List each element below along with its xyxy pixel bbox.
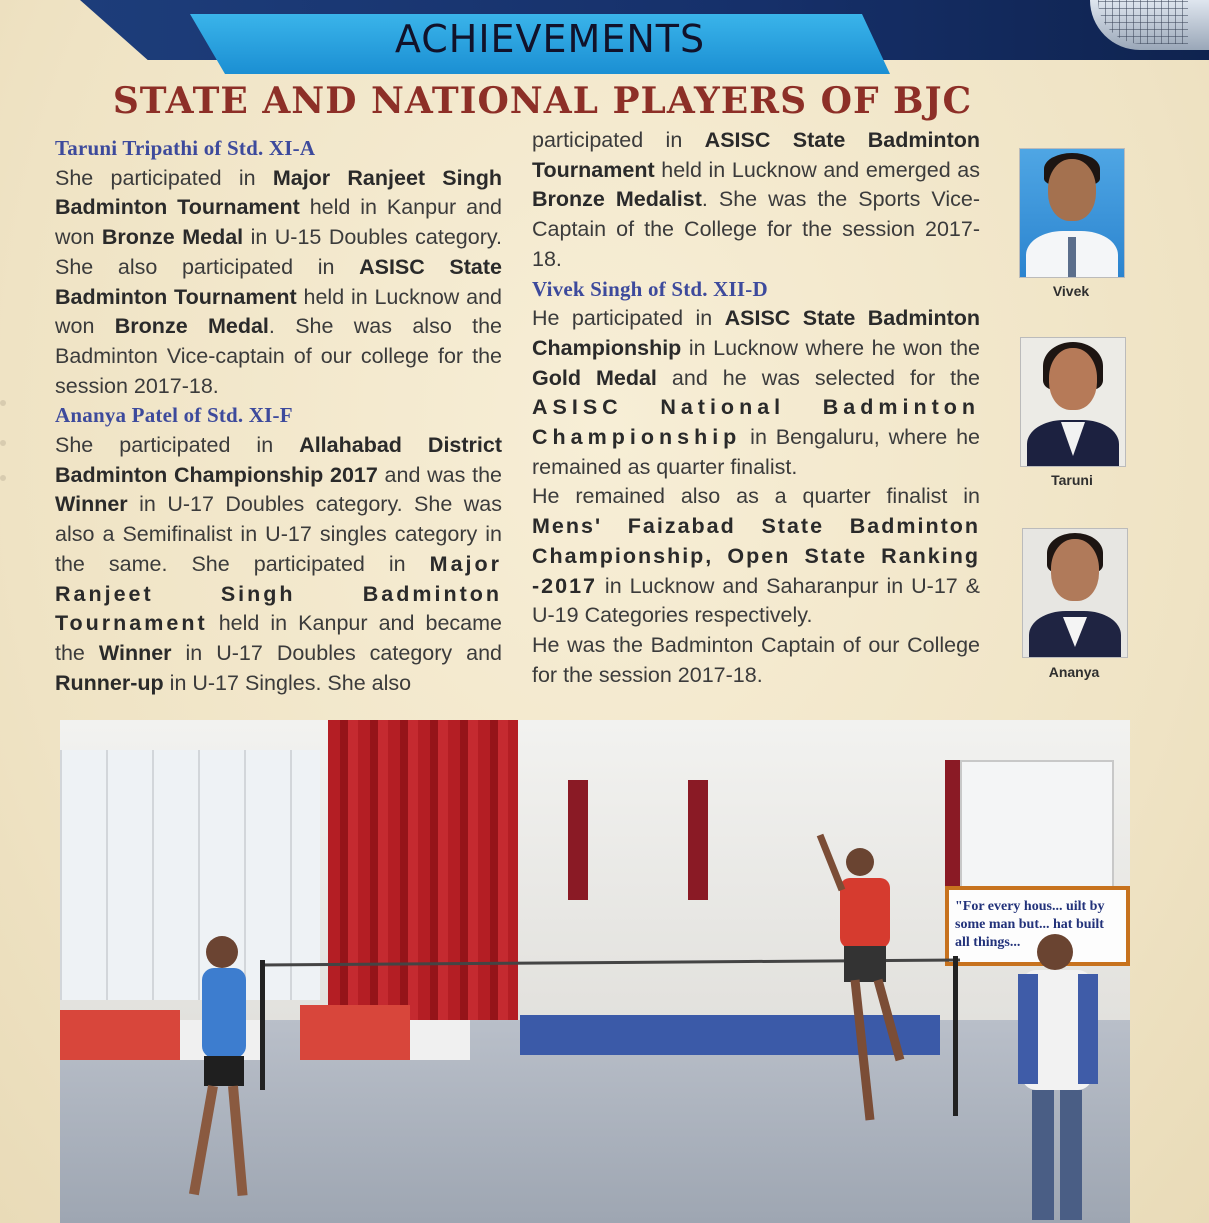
ananya-photo [1022,528,1128,658]
badminton-court-photo [60,720,1130,1223]
window-curtain [568,780,588,900]
stage-curtain [328,720,518,1020]
ananya-photo-label: Ananya [1048,664,1100,680]
taruni-photo [1020,337,1126,467]
page-edge-mark [0,475,6,481]
vivek-paragraph-2: He remained also as a quarter finalist in Mens' Faizabad State Badminton Championship, Open State Ranking -2017 in Lucknow and Saharanpur in U-17 & U-19 Categories respectively. [532,484,980,628]
page-edge-mark [0,400,6,406]
middle-text-column [532,126,980,690]
male-player-jumping [800,830,950,1170]
taruni-heading: Taruni Tripathi of Std. XI-A [55,136,316,160]
vivek-heading: Vivek Singh of Std. XII-D [532,276,768,301]
page-title: STATE AND NATIONAL PLAYERS OF BJC [112,80,973,122]
vivek-photo-label: Vivek [1052,283,1090,299]
window-curtain [688,780,708,900]
ananya-paragraph: She participated in Allahabad District Badminton Championship 2017 and was the Winner in U-17 Doubles category. She was also a Semifinalist in U-17 singles category in the same. She participated in Major Ranjeet Singh Badminton Tournament held in Kanpur and became the Winner in U-17 Doubles category and Runner-up in U-17 Singles. She also [55,433,502,695]
vivek-photo [1019,148,1125,278]
umpire-man [1000,930,1130,1223]
taruni-paragraph: She participated in Major Ranjeet Singh Badminton Tournament held in Kanpur and won Bronze Medal in U-15 Doubles category. She also participated in ASISC State Badminton Tournament held in Lucknow and won Bronze Medal. She was also the Badminton Vice-captain of our college for the session 2017-18. [55,165,502,398]
taruni-photo-label: Taruni [1051,472,1093,488]
net-pole [953,956,958,1116]
ananya-heading: Ananya Patel of Std. XI-F [55,403,293,428]
female-player [160,930,280,1220]
left-text-column [55,134,502,698]
vivek-paragraph: He participated in ASISC State Badminton Championship in Lucknow where he won the Gold Medal and he was selected for the ASISC National Badminton Championship in Bengaluru, where he remained as quarter finalist. [532,306,981,479]
ananya-paragraph-continued: participated in ASISC State Badminton Tournament held in Lucknow and emerged as Bronze Medalist. She was the Sports Vice-Captain of the College for the session 2017-18. [532,128,980,271]
quote-board: "For every hous... uilt by some man but... hat built all things... [945,886,1130,966]
section-title: ACHIEVEMENTS [394,17,706,61]
page-edge-mark [0,440,6,446]
vivek-paragraph-3: He was the Badminton Captain of our College for the session 2017-18. [532,632,980,687]
